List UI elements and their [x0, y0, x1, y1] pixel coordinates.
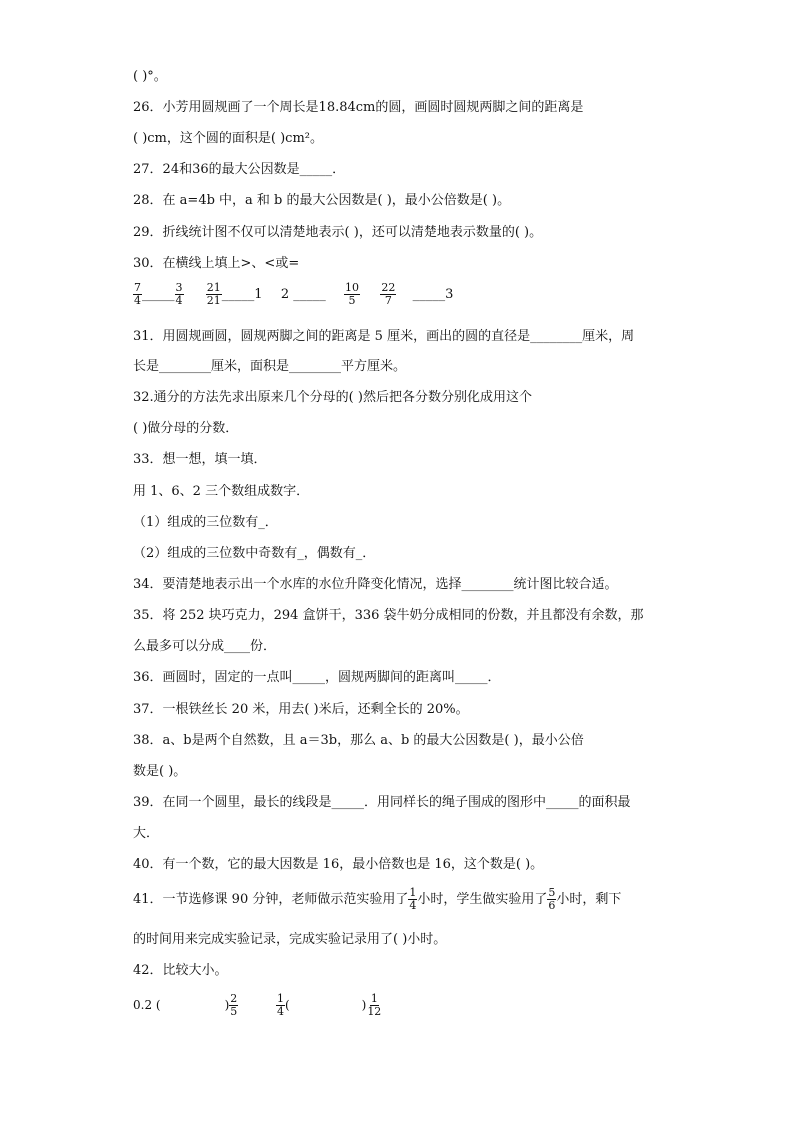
question-30: 30．在横线上填上>、<或= [133, 256, 300, 271]
question-35-line2: 么最多可以分成____份． [133, 639, 277, 654]
question-35-line1: 35．将 252 块巧克力，294 盒饼干，336 袋牛奶分成相同的份数，并且都没有余数，那 [133, 608, 644, 623]
question-26-line1: 26．小芳用圆规画了一个周长是18.84cm的圆，画圆时圆规两脚之间的距离是 [133, 100, 584, 115]
question-34: 34．要清楚地表示出一个水库的水位升降变化情况，选择________统计图比较合适。 [133, 577, 618, 592]
q42-right-close: ) [361, 998, 367, 1012]
number-2: 2 [280, 287, 290, 302]
q41-text-mid: 小时，学生做实验用了 [417, 892, 548, 907]
question-33: 33．想一想，填一填． [133, 452, 267, 467]
fraction-10-5: $\frac{10}{5}$ [345, 281, 360, 307]
question-32-line1: 32.通分的方法先求出原来几个分母的( )然后把各分数分别化成用这个 [133, 390, 532, 405]
fraction-1-4-b: $\frac{1}{4}$ [276, 992, 284, 1018]
question-39-line2: 大． [133, 826, 160, 841]
q42-left-open: 0.2 ( [133, 998, 161, 1012]
fraction-2-5: $\frac{2}{5}$ [230, 992, 238, 1018]
question-42: 42．比较大小。 [133, 963, 228, 978]
question-40: 40．有一个数，它的最大因数是 16，最小倍数也是 16，这个数是( )。 [133, 857, 544, 872]
number-1: 1 [254, 287, 263, 302]
question-26-line2: ( )cm，这个圆的面积是( )cm²。 [133, 131, 323, 146]
fraction-5-6: $\frac{5}{6}$ [548, 886, 556, 912]
fraction-22-7: $\frac{22}{7}$ [381, 281, 396, 307]
q25-tail: ( )°。 [133, 69, 167, 84]
question-38-line1: 38．a、b是两个自然数，且 a＝3b，那么 a、b 的最大公因数是( )，最小公倍 [133, 733, 584, 748]
question-41-line1 [133, 887, 621, 913]
question-38-line2: 数是( )。 [133, 764, 187, 779]
question-30-comparisons [133, 282, 453, 308]
q42-left-close: ) [224, 998, 230, 1012]
question-31-line2: 长是________厘米，面积是________平方厘米。 [133, 359, 407, 374]
question-27: 27．24和36的最大公因数是_____． [133, 162, 346, 177]
question-29: 29．折线统计图不仅可以清楚地表示( )，还可以清楚地表示数量的( )。 [133, 225, 543, 240]
blank: _____ [142, 287, 175, 302]
question-41-line2: 的时间用来完成实验记录，完成实验记录用了( )小时。 [133, 932, 447, 947]
question-33-part2: （2）组成的三位数中奇数有_，偶数有_． [133, 546, 376, 561]
fraction-1-4: $\frac{1}{4}$ [409, 886, 417, 912]
question-33-intro: 用 1、6、2 三个数组成数字． [133, 484, 310, 499]
question-39-line1: 39．在同一个圆里，最长的线段是_____．用同样长的绳子围成的图形中_____的面积最 [133, 795, 631, 810]
blank: _____ [412, 287, 446, 302]
fraction-7-4: $\frac{7}{4}$ [134, 281, 141, 307]
question-42-comparisons [133, 990, 382, 1020]
question-31-line1: 31．用圆规画圆，圆规两脚之间的距离是 5 厘米，画出的圆的直径是________厘米，周 [133, 329, 635, 344]
fraction-1-12: $\frac{1}{12}$ [367, 992, 382, 1018]
number-3: 3 [445, 287, 454, 302]
q41-text-end: 小时，剩下 [556, 892, 622, 907]
question-28: 28．在 a=4b 中，a 和 b 的最大公因数是( )，最小公倍数是( )。 [133, 193, 511, 208]
blank: _____ [221, 287, 255, 302]
question-37: 37．一根铁丝长 20 米，用去( )米后，还剩全长的 20%。 [133, 702, 469, 717]
fraction-21-21: $\frac{21}{21}$ [206, 281, 221, 307]
q41-text-start: 41．一节选修课 90 分钟，老师做示范实验用了 [133, 892, 409, 907]
fraction-3-4: $\frac{3}{4}$ [175, 281, 183, 307]
q42-right-open: ( [284, 998, 290, 1012]
question-36: 36．画圆时，固定的一点叫_____，圆规两脚间的距离叫_____． [133, 670, 501, 685]
question-33-part1: （1）组成的三位数有_． [133, 515, 278, 530]
question-32-line2: ( )做分母的分数． [133, 421, 239, 436]
blank: _____ [293, 287, 326, 302]
